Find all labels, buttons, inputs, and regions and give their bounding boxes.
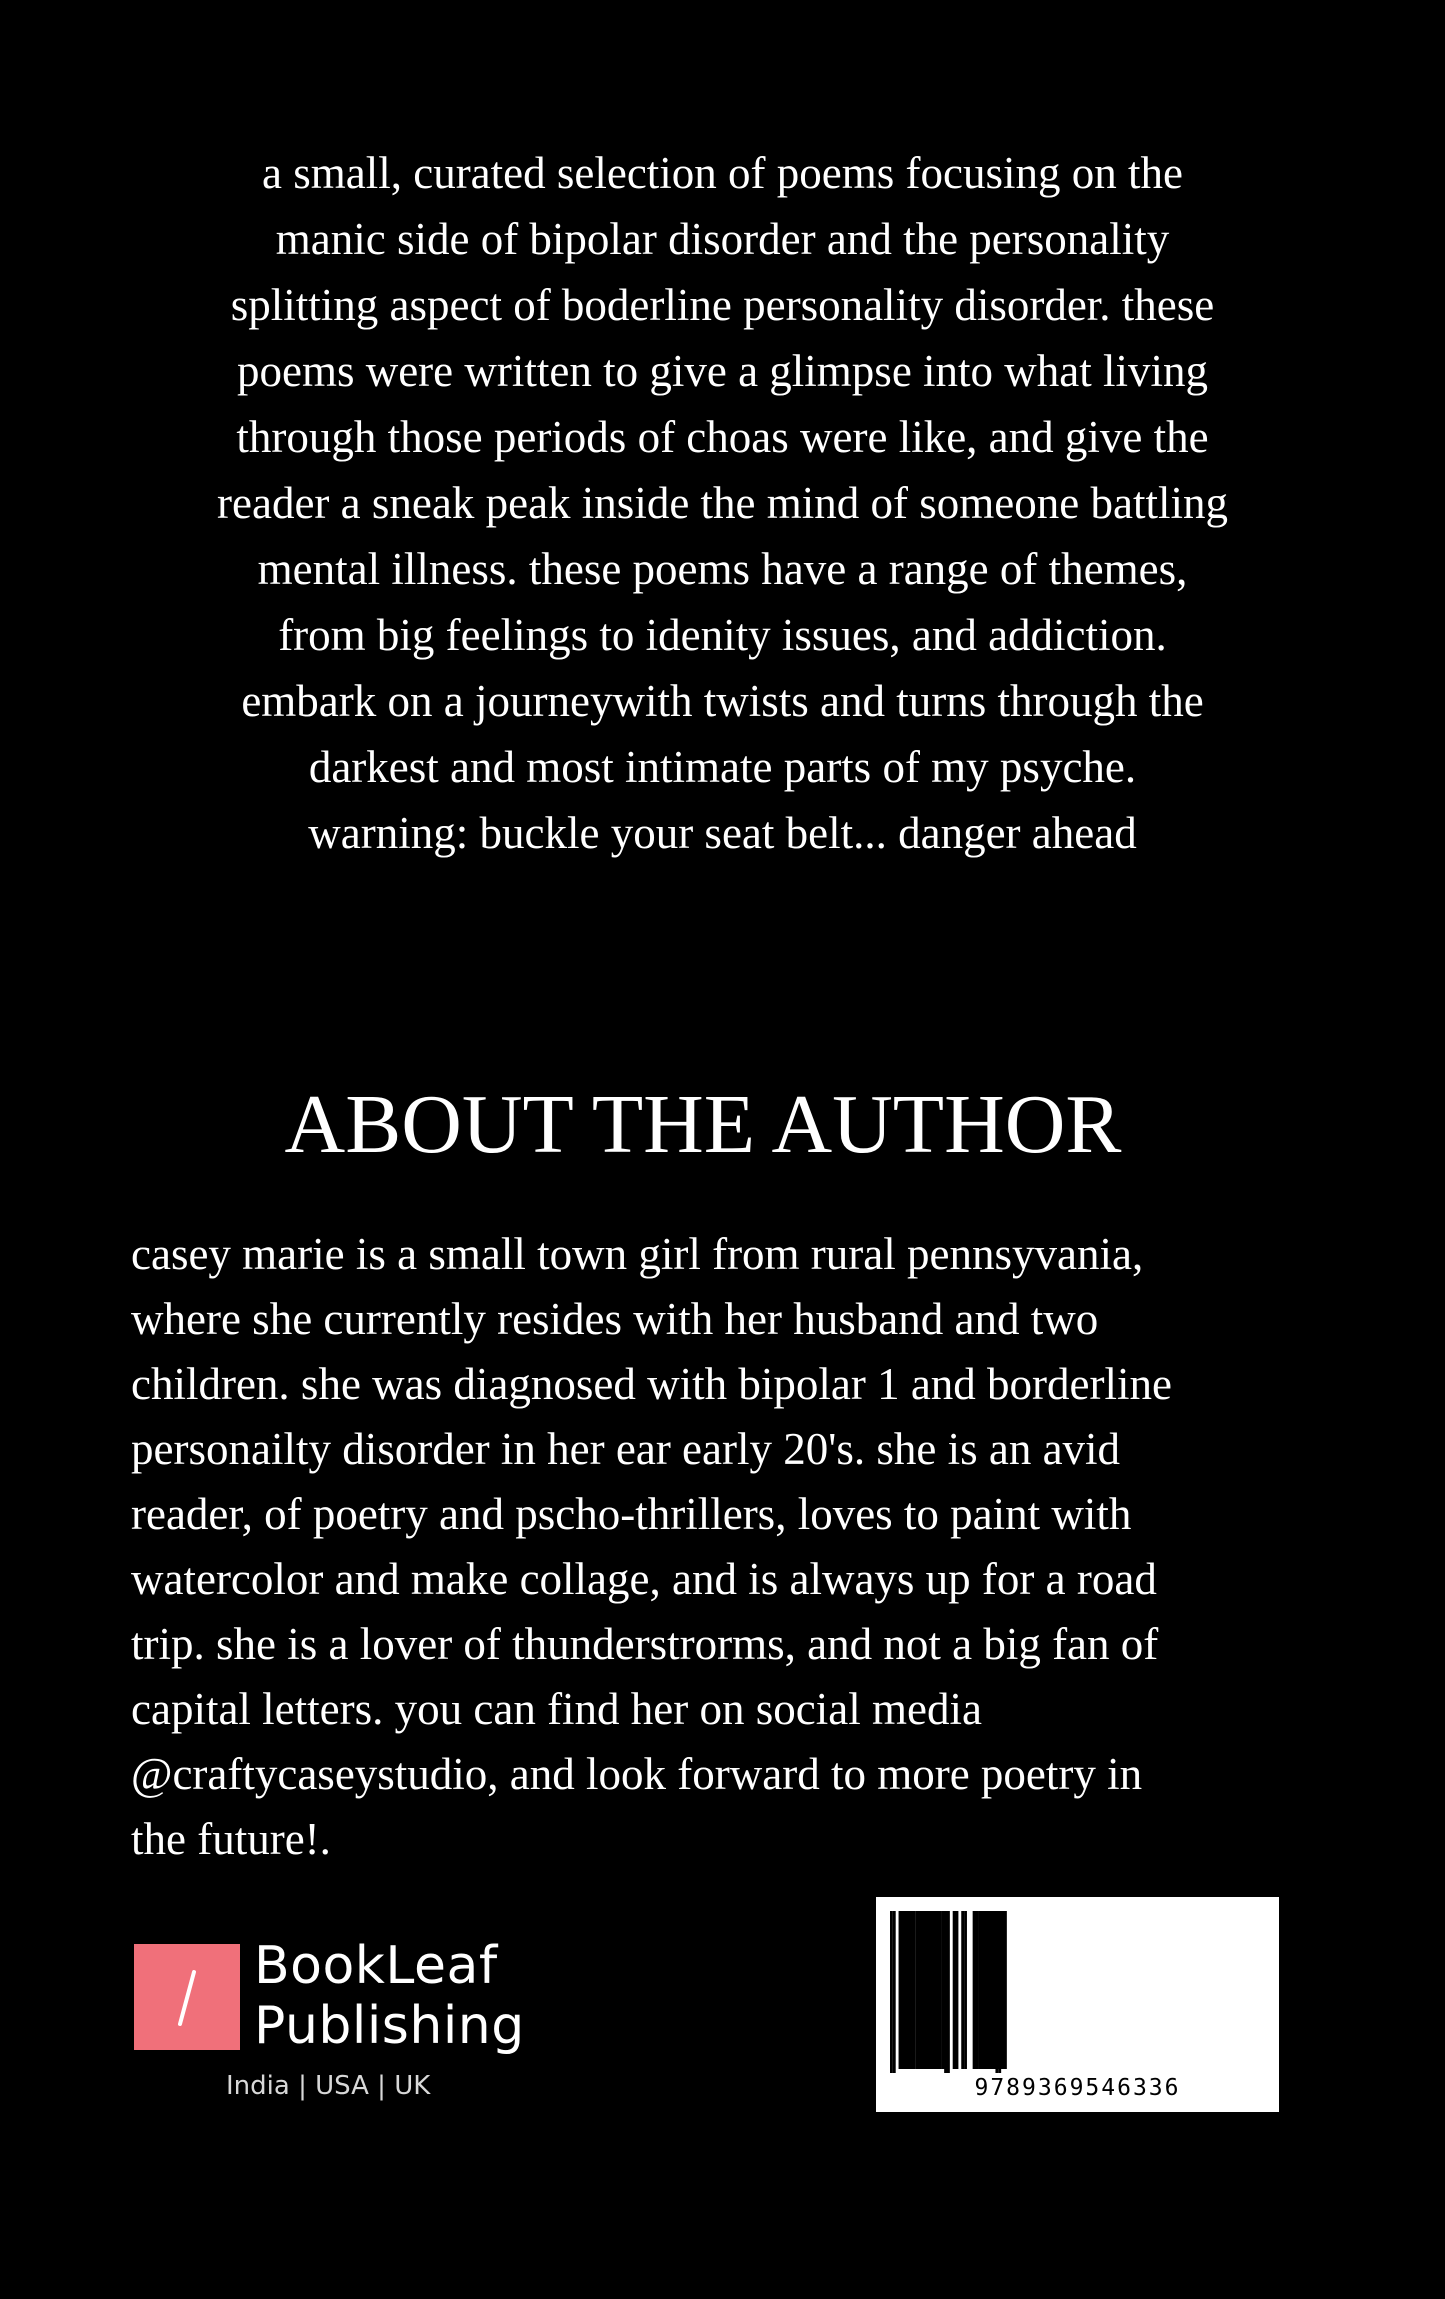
bio-line: children. she was diagnosed with bipolar 1 and borderline xyxy=(131,1359,1172,1409)
barcode-bar xyxy=(976,1911,979,2069)
barcode-bar xyxy=(927,1911,930,2069)
publisher-name-line1: BookLeaf xyxy=(254,1936,498,1996)
blurb-line: through those periods of choas were like, and give the xyxy=(236,412,1209,462)
bio-line: the future!. xyxy=(131,1814,331,1864)
blurb-line: reader a sneak peak inside the mind of someone battling xyxy=(217,478,1228,528)
isbn-barcode xyxy=(876,1897,1279,2112)
barcode-bar xyxy=(993,1911,996,2069)
barcode-bar xyxy=(938,1911,941,2069)
blurb-line: warning: buckle your seat belt... danger ahead xyxy=(308,808,1137,858)
barcode-bar xyxy=(998,1911,1001,2073)
blurb-line: poems were written to give a glimpse into what living xyxy=(236,346,1209,396)
barcode-bar xyxy=(990,1911,993,2069)
publisher-regions: India | USA | UK xyxy=(226,2071,431,2101)
slash-logo-icon xyxy=(134,1944,240,2050)
blurb-line: embark on a journeywith twists and turns through the xyxy=(241,676,1204,726)
barcode-bars xyxy=(876,1897,1279,2073)
barcode-bar xyxy=(916,1911,919,2069)
blurb-line: manic side of bipolar disorder and the personality xyxy=(275,214,1170,264)
barcode-bar xyxy=(907,1911,916,2069)
isbn-number: 9789369546336 xyxy=(974,2075,1181,2101)
barcode-bar xyxy=(944,1911,947,2073)
blurb-line: darkest and most intimate parts of my psyche. xyxy=(308,742,1137,792)
blurb-line: a small, curated selection of poems focusing on the xyxy=(262,148,1183,198)
bio-line: @craftycaseystudio, and look forward to more poetry in xyxy=(131,1749,1143,1799)
publisher-name xyxy=(254,1936,525,2056)
about-author-heading: ABOUT THE AUTHOR xyxy=(284,1078,1122,1171)
barcode-bar xyxy=(964,1911,967,2069)
barcode-bar xyxy=(947,1911,950,2073)
blurb-line: splitting aspect of boderline personality disorder. these xyxy=(230,280,1215,330)
barcode-bar xyxy=(893,1911,896,2073)
barcode-bar xyxy=(995,1911,998,2073)
blurb-line: from big feelings to idenity issues, and addiction. xyxy=(278,610,1167,660)
publisher-name-line2: Publishing xyxy=(254,1996,525,2056)
bio-line: watercolor and make collage, and is always up for a road xyxy=(131,1554,1157,1604)
bio-line: personailty disorder in her ear early 20's. she is an avid xyxy=(131,1424,1121,1474)
barcode-bar xyxy=(961,1911,964,2069)
bio-line: trip. she is a lover of thunderstrorms, and not a big fan of xyxy=(131,1619,1159,1669)
barcode-bar xyxy=(924,1911,927,2069)
publisher-logo xyxy=(134,1936,534,2114)
barcode-bar xyxy=(890,1911,893,2073)
bio-line: casey marie is a small town girl from rural pennsyvania, xyxy=(131,1229,1144,1279)
bio-line: where she currently resides with her husband and two xyxy=(131,1294,1099,1344)
bio-line: capital letters. you can find her on social media xyxy=(131,1684,982,1734)
author-bio xyxy=(131,1222,1331,1872)
book-blurb xyxy=(110,140,1335,866)
bio-line: reader, of poetry and pscho-thrillers, loves to paint with xyxy=(131,1489,1132,1539)
blurb-line: mental illness. these poems have a range of themes, xyxy=(257,544,1188,594)
barcode-bar xyxy=(984,1911,987,2069)
barcode-bar xyxy=(953,1911,959,2069)
